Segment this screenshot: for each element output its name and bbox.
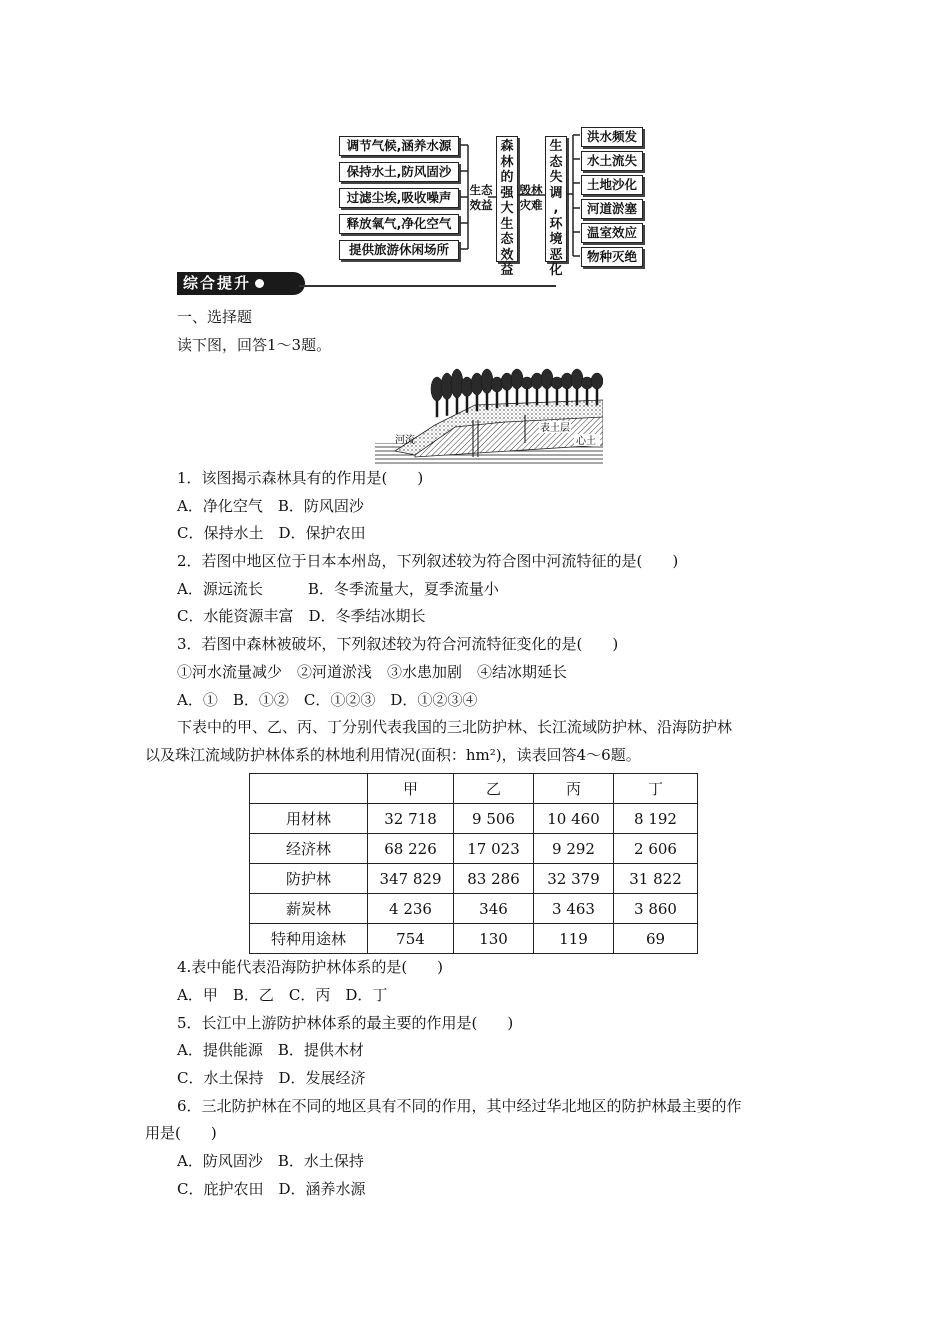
table-cell: 754	[368, 924, 454, 954]
effect-box-3: 过滤尘埃,吸收噪声	[339, 188, 459, 208]
forest-figure	[375, 365, 603, 465]
q5-options-2: C．水土保持 D．发展经济	[177, 1069, 366, 1087]
table-row	[250, 924, 698, 954]
table-header-row	[250, 774, 698, 804]
vertical-char: 环	[549, 216, 563, 232]
table-header: 乙	[454, 774, 534, 804]
q5-options-1: A．提供能源 B．提供木材	[177, 1041, 364, 1059]
q6-stem-line-1: 6．三北防护林在不同的地区具有不同的作用，其中经过华北地区的防护林最主要的作	[177, 1097, 742, 1115]
table-cell: 68 226	[368, 834, 454, 864]
result-box-4: 河道淤塞	[581, 199, 643, 219]
intro-1: 读下图，回答1～3题。	[177, 336, 332, 354]
vertical-char: 森	[500, 139, 514, 154]
table-cell: 32 718	[368, 804, 454, 834]
effect-box-2: 保持水土,防风固沙	[339, 162, 459, 182]
section-title: 一、选择题	[177, 308, 253, 326]
table-cell: 3 860	[614, 894, 698, 924]
center-box	[496, 136, 518, 278]
vertical-char: 生	[549, 139, 563, 154]
result-box-5: 温室效应	[581, 223, 643, 243]
q1-stem: 1．该图揭示森林具有的作用是( )	[177, 469, 424, 487]
table-cell: 薪炭林	[250, 894, 368, 924]
q1-options-1: A．净化空气 B．防风固沙	[177, 497, 364, 515]
vertical-char: 生	[500, 216, 514, 232]
vertical-char: 调	[549, 185, 563, 201]
q2-stem: 2．若图中地区位于日本本州岛，下列叙述较为符合图中河流特征的是( )	[177, 552, 679, 570]
q6-options-1: A．防风固沙 B．水土保持	[177, 1152, 364, 1170]
table-cell: 2 606	[614, 834, 698, 864]
intro-2-line-1: 下表中的甲、乙、丙、丁分别代表我国的三北防护林、长江流域防护林、沿海防护林	[177, 718, 733, 736]
q4-stem: 4.表中能代表沿海防护林体系的是( )	[177, 958, 444, 976]
vertical-char: 效	[500, 247, 514, 263]
tree-crown	[511, 369, 523, 389]
tree-crown	[591, 373, 603, 389]
q3-items: ①河水流量减少 ②河道淤浅 ③水患加剧 ④结冰期延长	[177, 663, 568, 681]
table-cell: 31 822	[614, 864, 698, 894]
table-cell: 17 023	[454, 834, 534, 864]
table-row	[250, 894, 698, 924]
table-cell: 347 829	[368, 864, 454, 894]
q1-options-2: C．保持水土 D．保护农田	[177, 524, 366, 542]
intro-2-line-2: 以及珠江流域防护林体系的林地利用情况(面积：hm²)，读表回答4～6题。	[145, 746, 641, 764]
imbalance-box	[545, 136, 567, 278]
vertical-char: 强	[500, 185, 514, 201]
banner-rule	[299, 285, 556, 287]
table-header: 甲	[368, 774, 454, 804]
result-box-1: 洪水频发	[581, 127, 643, 147]
vertical-char: 化	[549, 263, 563, 278]
tree-crown	[541, 369, 553, 389]
table-cell: 用材林	[250, 804, 368, 834]
vertical-char: 大	[500, 201, 514, 216]
table-cell: 经济林	[250, 834, 368, 864]
table-cell: 32 379	[534, 864, 614, 894]
vertical-char: 态	[500, 232, 514, 247]
table-cell: 9 506	[454, 804, 534, 834]
label-deforestation: 毁林 灾难	[519, 183, 543, 212]
vertical-char: 恶	[549, 247, 563, 263]
effect-box-4: 释放氧气,净化空气	[339, 214, 459, 234]
topsoil-label: 表土层	[540, 423, 570, 434]
table-cell: 83 286	[454, 864, 534, 894]
table-row	[250, 834, 698, 864]
q3-options: A．① B．①② C．①②③ D．①②③④	[177, 691, 478, 709]
vertical-char: 益	[500, 263, 514, 278]
tree-crown	[571, 369, 583, 389]
table-row	[250, 864, 698, 894]
forest-land-table	[249, 773, 698, 954]
q6-options-2: C．庇护农田 D．涵养水源	[177, 1180, 366, 1198]
q5-stem: 5．长江中上游防护林体系的最主要的作用是( )	[177, 1014, 514, 1032]
table-cell: 9 292	[534, 834, 614, 864]
table-cell: 69	[614, 924, 698, 954]
table-cell: 8 192	[614, 804, 698, 834]
section-banner: 综合提升	[177, 272, 305, 295]
q6-stem-line-2: 用是( )	[145, 1124, 217, 1142]
table-cell: 防护林	[250, 864, 368, 894]
vertical-char: 的	[500, 170, 514, 185]
vertical-char: 林	[500, 154, 514, 170]
vertical-char: 境	[549, 232, 563, 247]
table-cell: 346	[454, 894, 534, 924]
vertical-char: ,	[553, 201, 559, 216]
effect-box-5: 提供旅游休闲场所	[339, 240, 459, 260]
table-cell: 10 460	[534, 804, 614, 834]
tree-crown	[481, 369, 493, 394]
q2-options-1: A．源远流长 B．冬季流量大，夏季流量小	[177, 580, 499, 598]
table-cell: 130	[454, 924, 534, 954]
q2-options-2: C．水能资源丰富 D．冬季结冰期长	[177, 607, 426, 625]
subsoil-label: 心土	[576, 436, 596, 447]
vertical-char: 态	[549, 154, 563, 170]
result-box-2: 水土流失	[581, 151, 643, 171]
label-eco-benefit: 生态 效益	[469, 183, 493, 212]
table-header: 丙	[534, 774, 614, 804]
right-bracket	[566, 128, 582, 268]
table-cell: 3 463	[534, 894, 614, 924]
result-box-6: 物种灭绝	[581, 247, 643, 267]
result-box-3: 土地沙化	[581, 175, 643, 195]
table-header	[250, 774, 368, 804]
q3-stem: 3．若图中森林被破坏，下列叙述较为符合河流特征变化的是( )	[177, 635, 619, 653]
table-cell: 4 236	[368, 894, 454, 924]
river-label: 河流	[395, 435, 415, 446]
table-cell: 特种用途林	[250, 924, 368, 954]
table-cell: 119	[534, 924, 614, 954]
table-row	[250, 804, 698, 834]
q4-options: A．甲 B．乙 C．丙 D．丁	[177, 986, 388, 1004]
vertical-char: 失	[549, 170, 563, 185]
table-header: 丁	[614, 774, 698, 804]
effect-box-1: 调节气候,涵养水源	[339, 136, 459, 156]
